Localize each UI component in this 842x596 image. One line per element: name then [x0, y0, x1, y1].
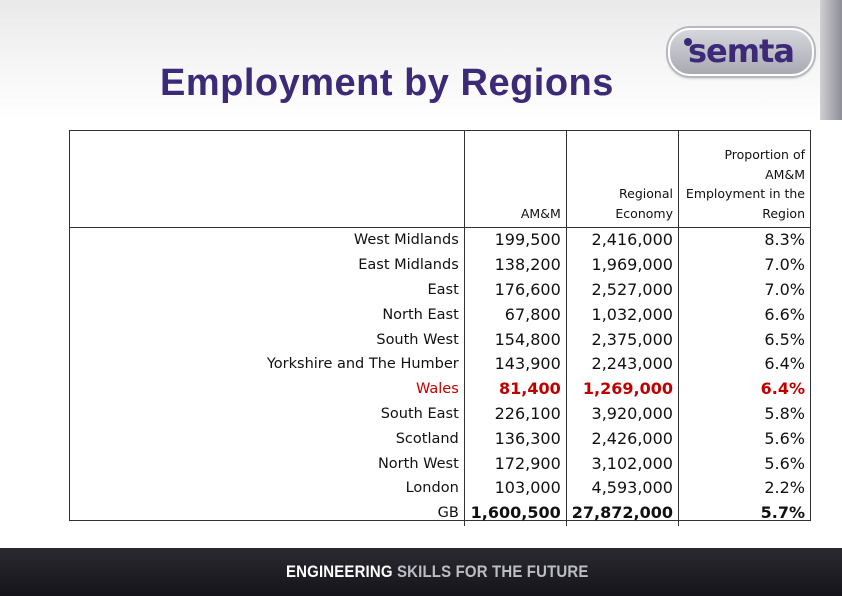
header-amm — [464, 131, 566, 228]
proportion-cell: 7.0% — [764, 279, 805, 299]
economy-cell: 1,032,000 — [566, 302, 678, 327]
table-row — [70, 278, 810, 303]
proportion-cell: 6.6% — [764, 304, 805, 324]
table-row — [70, 228, 810, 253]
region-cell: London — [70, 476, 464, 501]
region-cell: West Midlands — [70, 228, 464, 253]
proportion-cell: 5.6% — [764, 453, 805, 473]
economy-cell: 2,375,000 — [566, 327, 678, 352]
region-cell: Yorkshire and The Humber — [70, 352, 464, 377]
economy-cell: 27,872,000 — [566, 501, 678, 526]
table-row — [70, 253, 810, 278]
logo-text: semta — [688, 32, 794, 70]
proportion-cell: 5.7% — [760, 503, 805, 523]
proportion-cell: 7.0% — [764, 255, 805, 275]
region-cell: East Midlands — [70, 253, 464, 278]
economy-cell: 2,243,000 — [566, 352, 678, 377]
amm-cell: 199,500 — [464, 228, 566, 253]
amm-cell: 176,600 — [464, 278, 566, 303]
slide-title: Employment by Regions — [160, 62, 614, 104]
footer-tagline-rest: SKILLS FOR THE FUTURE — [392, 562, 589, 581]
proportion-cell: 6.5% — [764, 329, 805, 349]
table-row — [70, 402, 810, 427]
proportion-cell: 2.2% — [764, 478, 805, 498]
economy-cell: 4,593,000 — [566, 476, 678, 501]
table-header-row — [70, 131, 810, 228]
semta-logo — [668, 28, 814, 76]
table-row — [70, 327, 810, 352]
region-cell: East — [70, 278, 464, 303]
header-proportion-line2: AM&M — [765, 166, 805, 182]
amm-cell: 138,200 — [464, 253, 566, 278]
region-cell: North East — [70, 302, 464, 327]
footer-tagline — [286, 562, 589, 582]
proportion-cell: 6.4% — [764, 354, 805, 374]
proportion-cell: 5.6% — [764, 428, 805, 448]
economy-cell: 1,969,000 — [566, 253, 678, 278]
economy-cell: 3,102,000 — [566, 451, 678, 476]
table-row-highlighted — [70, 377, 810, 402]
proportion-cell: 8.3% — [764, 230, 805, 250]
header-regional-economy — [566, 131, 678, 228]
economy-cell: 3,920,000 — [566, 402, 678, 427]
amm-cell: 143,900 — [464, 352, 566, 377]
header-economy-line1: Regional — [619, 186, 673, 201]
amm-cell: 81,400 — [464, 377, 566, 402]
region-cell: Wales — [70, 377, 464, 402]
amm-cell: 1,600,500 — [464, 501, 566, 526]
table-row-total — [70, 501, 810, 526]
header-economy-line2: Economy — [615, 205, 673, 221]
proportion-cell: 6.4% — [760, 379, 805, 399]
table-row — [70, 451, 810, 476]
region-cell: Scotland — [70, 426, 464, 451]
amm-cell: 136,300 — [464, 426, 566, 451]
footer-tagline-strong: ENGINEERING — [286, 562, 393, 581]
economy-cell: 1,269,000 — [566, 377, 678, 402]
proportion-cell: 5.8% — [764, 403, 805, 423]
header-proportion-line4: Region — [762, 205, 805, 221]
table-row — [70, 352, 810, 377]
employment-table — [70, 131, 810, 526]
table-row — [70, 426, 810, 451]
table-row — [70, 302, 810, 327]
header-amm-label: AM&M — [520, 205, 561, 221]
header-proportion-line3: Employment in the — [685, 186, 805, 201]
amm-cell: 226,100 — [464, 402, 566, 427]
amm-cell: 154,800 — [464, 327, 566, 352]
region-cell: North West — [70, 451, 464, 476]
employment-table-container — [69, 130, 811, 521]
economy-cell: 2,426,000 — [566, 426, 678, 451]
amm-cell: 172,900 — [464, 451, 566, 476]
region-cell: South West — [70, 327, 464, 352]
amm-cell: 103,000 — [464, 476, 566, 501]
corner-accent — [820, 0, 842, 120]
footer-bar — [0, 548, 842, 596]
table-row — [70, 476, 810, 501]
region-cell: South East — [70, 402, 464, 427]
region-cell: GB — [70, 501, 464, 526]
header-proportion-line1: Proportion of — [724, 147, 805, 162]
header-proportion — [678, 131, 810, 228]
amm-cell: 67,800 — [464, 302, 566, 327]
economy-cell: 2,416,000 — [566, 228, 678, 253]
economy-cell: 2,527,000 — [566, 278, 678, 303]
header-region — [70, 131, 464, 228]
